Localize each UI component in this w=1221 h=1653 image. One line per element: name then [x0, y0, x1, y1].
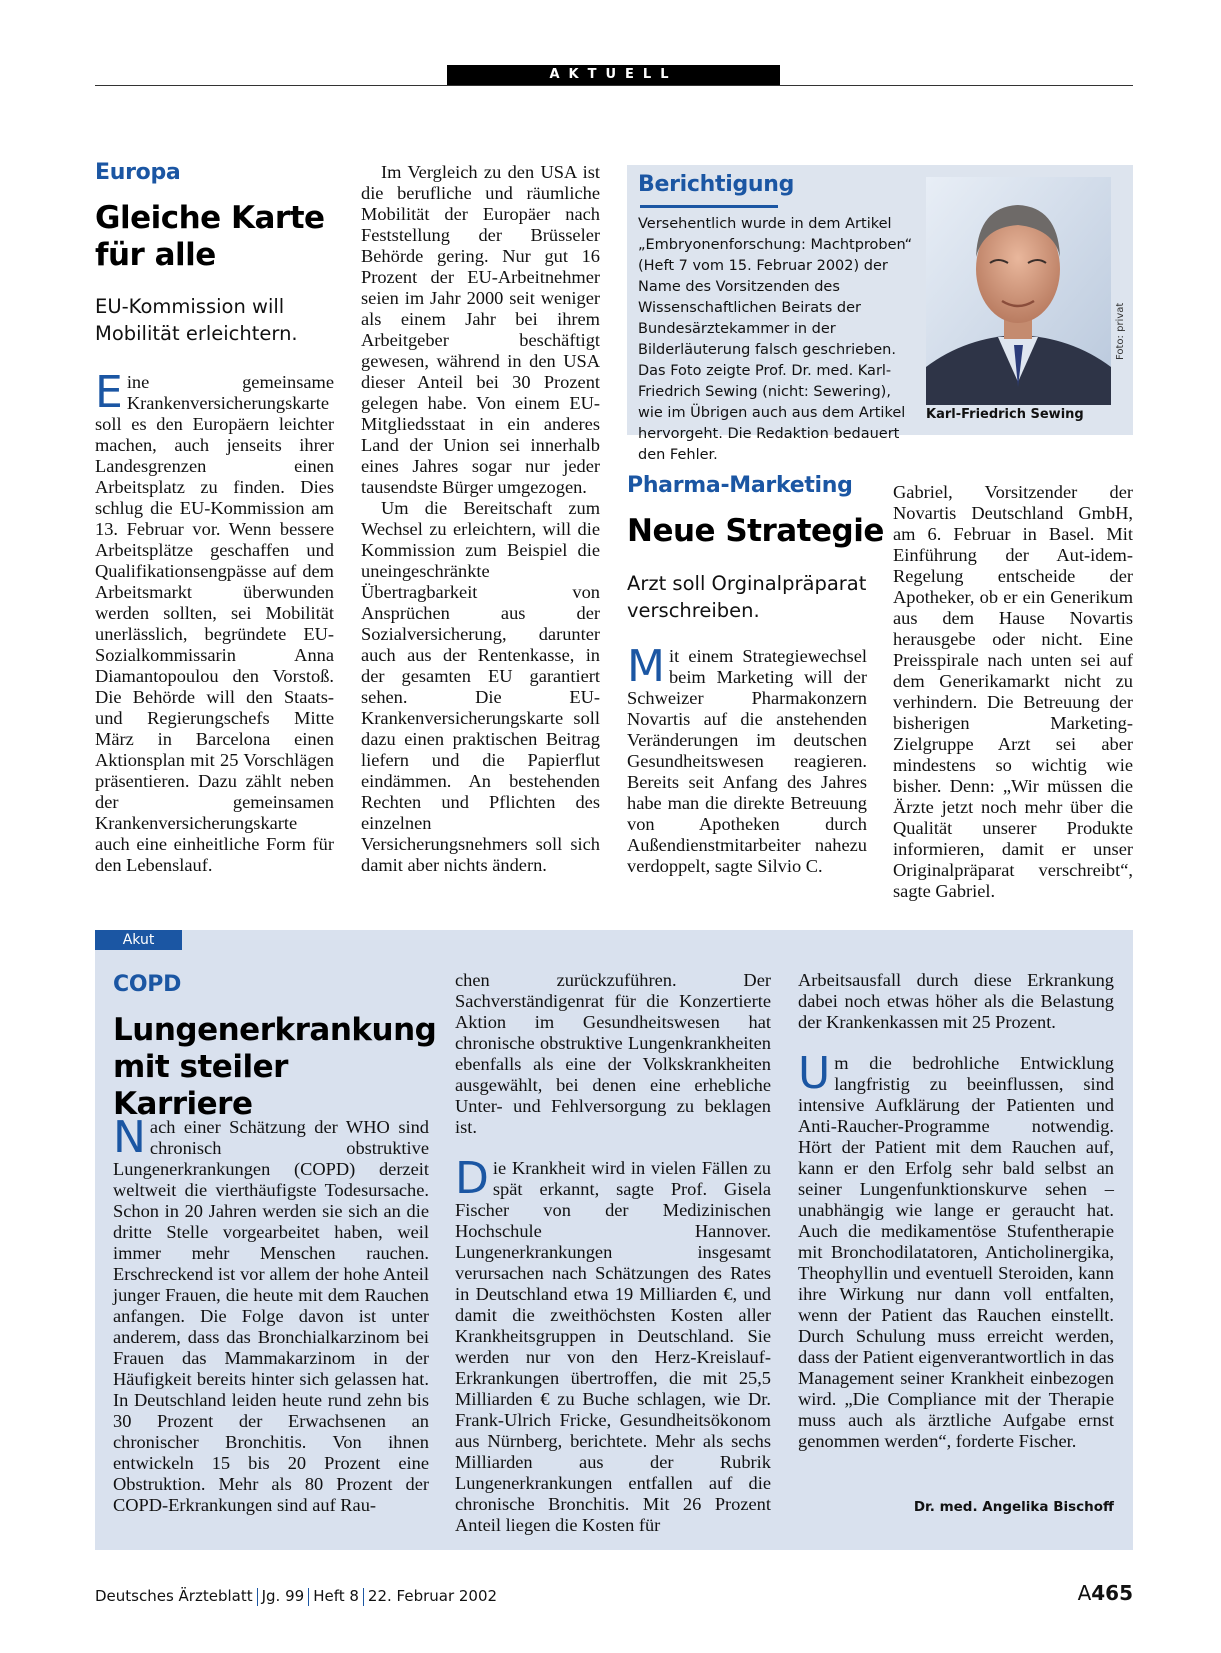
berichtigung-header: [638, 172, 913, 215]
footer-separator: [308, 1588, 309, 1606]
pharma-dropcap: M: [627, 641, 665, 692]
europa-subhead: EU-Kommission will Mobilität erleichtern.: [95, 295, 298, 345]
akut-tag: Akut: [95, 930, 182, 950]
europa-dropcap: E: [95, 367, 123, 418]
footer-separator: [363, 1588, 364, 1606]
pharma-column-2: [893, 482, 1133, 902]
portrait-photo: [926, 177, 1111, 405]
copd-col2-p1: chen zurückzuführen. Der Sachverständigenrat für die Konzertierte Aktion im Gesundheitswesen hat chronische obstruktive Lungenkrankheiten ebenfalls als eine der Volkskrankheiten ausgewählt, bei denen eine erhebliche Unter- und Fehlversorgung zu beklagen ist.: [455, 970, 771, 1137]
portrait-caption: Karl-Friedrich Sewing: [926, 407, 1084, 422]
pharma-column-1: [627, 641, 867, 877]
copd-column-2: [455, 970, 771, 1536]
copd-col3-p2: m die bedrohliche Entwicklung langfristig zu beeinflussen, sind intensive Aufklärung der Patienten und Anti-Raucher-Programme notwendig. Hört der Patient mit dem Rauchen auf, kann er den Erfolg sehr bald selbst an seiner Lungenfunktionskurve sehen – unabhängig wie lange er geraucht hat. Auch die medikamentöse Stufentherapie mit Bronchodilatatoren, Anticholinergika, Theophyllin und eventuell Steroiden, kann ihre Wirkung nur dann voll entfalten, wenn der Patient das Rauchen einstellt. Durch Schulung muss erreicht werden, dass der Patient eigenverantwortlich in das Management seiner Krankheit einbezogen wird. „Die Compliance mit der Therapie muss auch als ärztliche Aufgabe ernst genommen werden“, forderte Fischer.: [798, 1053, 1114, 1451]
footer-date: 22. Februar 2002: [367, 1587, 498, 1605]
footer-citation: [95, 1587, 497, 1606]
section-label: AKTUELL: [447, 65, 780, 85]
pharma-kicker: Pharma-Marketing: [627, 473, 853, 498]
photo-credit: Foto: privat: [1115, 302, 1126, 360]
berichtigung-body: [638, 214, 913, 466]
europa-kicker: Europa: [95, 160, 181, 185]
copd-column-3: [798, 970, 1114, 1452]
europa-headline-line2: für alle: [95, 237, 216, 273]
copd-headline-line2: mit steiler Karriere: [113, 1049, 288, 1122]
pharma-subhead: Arzt soll Orginalpräparat verschreiben.: [627, 572, 867, 622]
europa-headline: [95, 200, 335, 274]
portrait-illustration: [926, 177, 1111, 405]
pharma-col1-text: it einem Strategiewechsel beim Marketing will der Schweizer Pharmakonzern Novartis auf die anstehenden Veränderungen im deutschen Gesundheitswesen reagieren. Bereits seit Anfang des Jahres habe man die direkte Betreuung von Apotheken durch Außendienstmitarbeiter nahezu verdoppelt, sagte Silvio C.: [627, 646, 867, 876]
page-number-value: 465: [1091, 1581, 1133, 1605]
berichtigung-rule: [640, 205, 778, 208]
footer-issue: Heft 8: [313, 1587, 359, 1605]
berichtigung-kicker: Berichtigung: [638, 172, 795, 197]
header-rule: [95, 85, 1133, 86]
europa-column-2: [361, 162, 600, 876]
copd-dropcap-2: D: [455, 1153, 489, 1204]
europa-col1-text: ine gemeinsame Krankenversicherungskarte soll es den Europäern leichter machen, auch jenseits ihrer Landesgrenzen einen Arbeitsplatz zu finden. Dies schlug die EU-Kommission am 13. Februar vor. Wenn bessere Arbeitsplätze geschaffen und Qualifikationsengpässe auf dem Arbeitsmarkt überwunden werden sollten, sei Mobilität unerlässlich, begründete EU-Sozialkommissarin Anna Diamantopoulou den Vorstoß. Die Behörde will den Staats- und Regierungschefs Mitte März in Barcelona einen Aktionsplan mit 25 Vorschlägen präsentieren. Dazu zählt neben der gemeinsamen Krankenversicherungskarte auch eine einheitliche Form für den Lebenslauf.: [95, 372, 334, 875]
copd-column-1: [113, 1112, 429, 1516]
copd-author: Dr. med. Angelika Bischoff: [913, 1499, 1114, 1515]
pharma-col2-text: Gabriel, Vorsitzender der Novartis Deutschland GmbH, am 6. Februar in Basel. Mit Einführung der Aut-idem-Regelung entscheide der Apotheker, ob er ein Generikum aus dem Hause Novartis herausgebe oder nicht. Eine Preisspirale nach unten sei auf dem Generikamarkt nicht zu verhindern. Die Betreuung der bisherigen Marketing-Zielgruppe Arzt sei aber mindestens so wichtig wie bisher. Denn: „Wir müssen die Ärzte jetzt noch mehr über die Qualität unserer Produkte informieren, damit er unser Originalpräparat verschreibt“, sagte Gabriel.: [893, 482, 1133, 901]
footer-journal: Deutsches Ärzteblatt: [95, 1587, 253, 1605]
copd-kicker: COPD: [113, 972, 182, 997]
copd-headline: [113, 1012, 437, 1123]
europa-headline-line1: Gleiche Karte: [95, 200, 325, 236]
berichtigung-text: Versehentlich wurde in dem Artikel „Embryonenforschung: Machtproben“ (Heft 7 vom 15. Februar 2002) der Name des Vorsitzenden des Wissenschaftlichen Beirats der Bundesärztekammer in der Bilderläuterung falsch geschrieben. Das Foto zeigte Prof. Dr. med. Karl-Friedrich Sewing (nicht: Sewering), wie im Übrigen auch aus dem Artikel hervorgeht. Die Redaktion bedauert den Fehler.: [638, 216, 913, 463]
footer-volume: Jg. 99: [261, 1587, 305, 1605]
europa-col2-p2: Um die Bereitschaft zum Wechsel zu erleichtern, will die Kommission zum Beispiel die uneingeschränkte Übertragbarkeit von Ansprüchen aus der Sozialversicherung, darunter auch aus der Rentenkasse, in der gesamten EU garantiert sehen. Die EU-Krankenversicherungskarte soll dazu einen praktischen Beitrag liefern und die Papierflut eindämmen. An bestehenden Rechten und Pflichten des einzelnen Versicherungsnehmers soll sich damit aber nichts ändern.: [361, 498, 600, 875]
copd-dropcap-3: U: [798, 1048, 831, 1099]
footer-separator: [257, 1588, 258, 1606]
copd-col2-p2: ie Krankheit wird in vielen Fällen zu spät erkannt, sagte Prof. Gisela Fischer von der Medizinischen Hochschule Hannover. Lungenerkrankungen insgesamt verursachen nach Schätzungen des Rates in Deutschland etwa 19 Milliarden €, und damit die zweithöchsten Kosten aller Krankheitsgruppen in Deutschland. Sie werden nur von den Herz-Kreislauf-Erkrankungen übertroffen, die mit 25,5 Milliarden € zu Buche schlagen, wie Dr. Frank-Ulrich Fricke, Gesundheitsökonom aus Nürnberg, berichtete. Mehr als sechs Milliarden aus der Rubrik Lungenerkrankungen entfallen auf die chronische Bronchitis. Mit 26 Prozent Anteil liegen die Kosten für: [455, 1158, 771, 1535]
europa-column-1: [95, 367, 334, 876]
copd-headline-line1: Lungenerkrankung: [113, 1012, 437, 1048]
europa-col2-p1: Im Vergleich zu den USA ist die berufliche und räumliche Mobilität der Europäer nach Feststellung der Brüsseler Behörde gering. Nur gut 16 Prozent der EU-Arbeitnehmer seien im Jahr 2000 seit weniger als einem Jahr bei ihrem Arbeitgeber beschäftigt gewesen, während in den USA dieser Anteil bei 30 Prozent gelegen habe. Von einem EU-Mitgliedsstaat in ein anderes Land der Union sei innerhalb eines Jahres sogar nur jeder tausendste Bürger umgezogen.: [361, 162, 600, 497]
page-prefix: A: [1077, 1581, 1092, 1605]
copd-col3-p1: Arbeitsausfall durch diese Erkrankung dabei noch etwas höher als die Belastung der Krankenkassen mit 25 Prozent.: [798, 970, 1114, 1032]
pharma-headline: Neue Strategie: [627, 513, 884, 549]
copd-dropcap-1: N: [113, 1112, 146, 1163]
copd-col1-text: ach einer Schätzung der WHO sind chronisch obstruktive Lungenerkrankungen (COPD) derzeit weltweit die vierthäufigste Todesursache. Schon in 20 Jahren werden sie sich an die dritte Stelle vorgearbeitet haben, weil immer mehr Menschen rauchen. Erschreckend ist vor allem der hohe Anteil junger Frauen, die heute mit dem Rauchen anfangen. Die Folge davon ist unter anderem, dass das Bronchialkarzinom bei Frauen das Mammakarzinom in der Häufigkeit bereits hinter sich gelassen hat. In Deutschland leiden heute rund zehn bis 30 Prozent der Erwachsenen an chronischer Bronchitis. Von ihnen entwickeln 15 bis 20 Prozent eine Obstruktion. Mehr als 80 Prozent der COPD-Erkrankungen sind auf Rau-: [113, 1117, 429, 1515]
page-number: [1070, 1581, 1133, 1605]
